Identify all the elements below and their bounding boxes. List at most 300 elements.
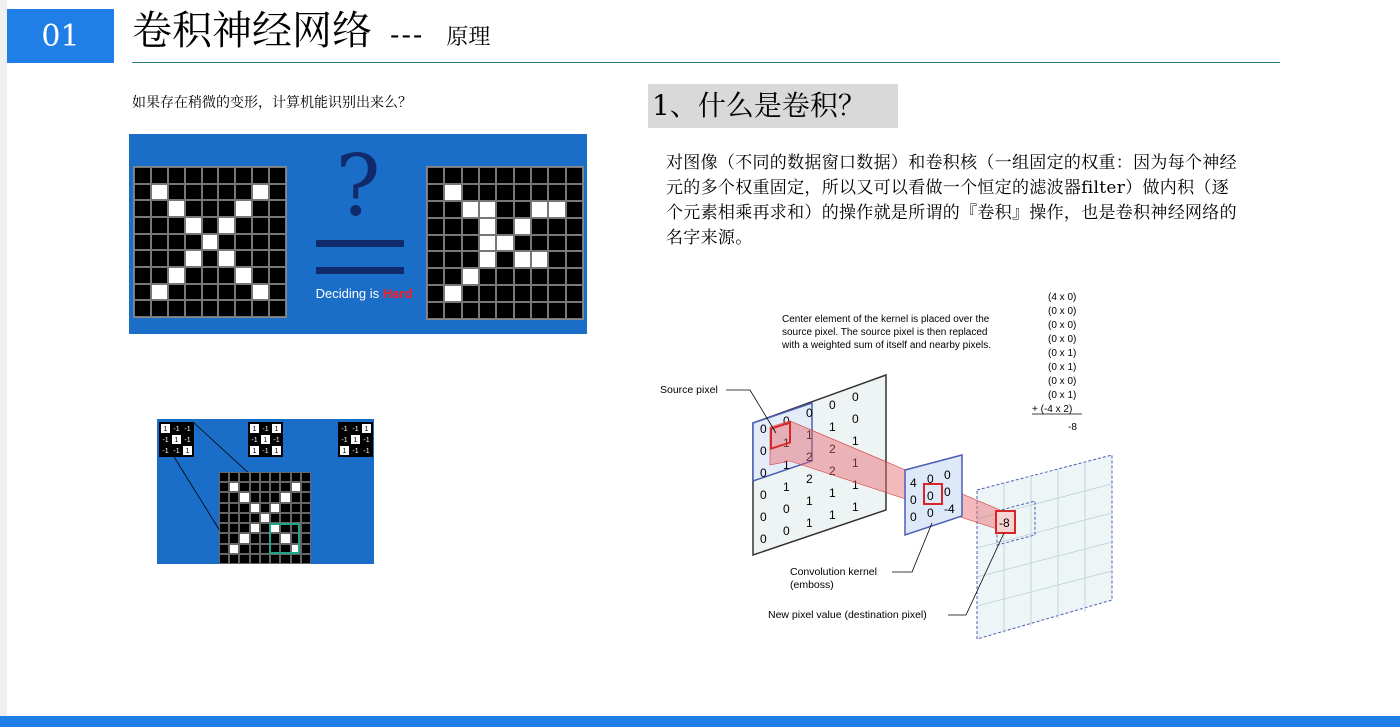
pixel-cell [269,200,286,217]
source-value: 1 [783,458,790,472]
pixel-cell [514,218,531,235]
pixel-cell [185,300,202,317]
pixel-cell [444,218,461,235]
highlight-box [269,523,300,554]
pixel-cell [168,300,185,317]
pixel-cell [301,554,311,564]
pixel-cell [134,250,151,267]
kernel-cell: 1 [171,434,182,445]
pixel-cell [219,472,229,482]
pixel-cell [531,251,548,268]
source-value: 0 [760,488,767,502]
pixel-cell [280,554,290,564]
pixel-cell [548,167,565,184]
pixel-cell [496,251,513,268]
pixel-cell [252,200,269,217]
source-value: 0 [783,524,790,538]
kernel-label-2: (emboss) [790,579,834,591]
kernel-cell: -1 [249,434,260,445]
pixel-cell [229,503,239,513]
pixel-cell [151,217,168,234]
pixel-cell [427,184,444,201]
product-result: -8 [1068,422,1077,433]
pixel-cell [151,267,168,284]
pixel-cell [291,554,301,564]
pixel-cell [301,523,311,533]
pixel-cell [229,492,239,502]
source-value: 1 [806,494,813,508]
pixel-cell [151,184,168,201]
pixel-cell [218,267,235,284]
pixel-cell [462,285,479,302]
pixel-cell [252,267,269,284]
pixel-cell [566,201,583,218]
pixel-cell [531,218,548,235]
pixel-cell [260,472,270,482]
pixel-cell [260,492,270,502]
kernel-cell: -1 [339,423,350,434]
pixel-cell [168,250,185,267]
pixel-cell [219,503,229,513]
pixel-cell [202,167,219,184]
pixel-cell [235,267,252,284]
pixel-cell [151,200,168,217]
source-value: 1 [806,428,813,442]
product-term: (0 x 1) [1048,390,1077,401]
pixel-cell [462,235,479,252]
pixel-cell [301,533,311,543]
pixel-cell [462,251,479,268]
kernel-label: Convolution kernel [790,566,877,578]
pixel-cell [168,217,185,234]
product-term: (0 x 0) [1048,334,1077,345]
pixel-cell [202,267,219,284]
pixel-cell [291,503,301,513]
kernel-cell: -1 [182,423,193,434]
pixel-cell [168,167,185,184]
pixel-cell [250,513,260,523]
pixel-cell [134,200,151,217]
output-pixel-value: -8 [999,516,1010,530]
pixel-cell [566,218,583,235]
pixel-cell [151,300,168,317]
pixel-cell [218,250,235,267]
pixel-cell [280,492,290,502]
pixel-cell [462,302,479,319]
source-value: 1 [829,508,836,522]
source-value: 0 [806,406,813,420]
kernel-cell: -1 [171,423,182,434]
pixel-cell [496,184,513,201]
pixel-cell [151,284,168,301]
pixel-cell [252,184,269,201]
pixel-cell [479,201,496,218]
product-term: + (-4 x 2) [1032,404,1073,415]
kernel-cell: -1 [260,423,271,434]
pixel-cell [270,513,280,523]
kernel-cell: 1 [271,445,282,456]
pixel-cell [269,284,286,301]
source-value: 1 [783,480,790,494]
kernel-cell: -1 [350,445,361,456]
product-term: (0 x 1) [1048,362,1077,373]
pixel-cell [168,234,185,251]
pixel-cell [252,234,269,251]
source-value: 0 [760,444,767,458]
pixel-cell [235,167,252,184]
kernel-value: -4 [944,502,955,516]
pixel-cell [252,284,269,301]
question-mark-icon: ? [335,137,381,235]
pixel-cell [185,284,202,301]
pixel-cell [479,285,496,302]
pixel-cell [219,492,229,502]
pixel-cell [168,284,185,301]
pixel-cell [218,167,235,184]
pixel-cell [229,482,239,492]
pixel-cell [219,513,229,523]
product-term: (0 x 1) [1048,348,1077,359]
pixel-cell [291,492,301,502]
products-column [1032,292,1076,415]
pixel-cell [301,513,311,523]
pixel-cell [479,268,496,285]
pixel-cell [151,167,168,184]
source-value: 1 [852,500,859,514]
pixel-cell [252,300,269,317]
source-value: 0 [760,422,767,436]
deciding-label [299,286,429,301]
equals-bar-top [316,240,404,247]
pixel-cell [168,267,185,284]
pixel-cell [514,167,531,184]
pixel-cell [548,201,565,218]
pixel-cell [270,503,280,513]
pixel-cell [219,482,229,492]
pixel-cell [444,251,461,268]
pixel-cell [566,235,583,252]
pixel-cell [229,472,239,482]
pixel-cell [235,184,252,201]
kernel-cell: -1 [171,445,182,456]
pixel-cell [280,482,290,492]
pixel-cell [219,554,229,564]
x-pattern-grid [133,166,287,318]
pixel-cell [229,523,239,533]
pixel-cell [134,267,151,284]
kernel-cell: -1 [361,445,372,456]
pixel-cell [168,200,185,217]
pixel-cell [235,300,252,317]
pixel-cell [218,200,235,217]
source-value: 0 [783,502,790,516]
pixel-cell [531,235,548,252]
source-value: 2 [829,464,836,478]
pixel-cell [229,554,239,564]
source-value: 1 [806,516,813,530]
pixel-cell [269,250,286,267]
source-value: 1 [783,436,790,450]
kernel-cell: -1 [361,434,372,445]
pixel-cell [548,235,565,252]
pixel-cell [235,250,252,267]
pixel-cell [462,268,479,285]
kernel-cell: 1 [260,434,271,445]
pixel-cell [496,285,513,302]
deciding-hard: Hard [382,286,413,301]
kernel-value: 0 [910,493,917,507]
pixel-cell [260,482,270,492]
pixel-cell [235,234,252,251]
pixel-cell [479,302,496,319]
new-pixel-label: New pixel value (destination pixel) [768,609,927,621]
pixel-cell [462,167,479,184]
pixel-cell [479,235,496,252]
kernel-cell: 1 [271,423,282,434]
kernel-value: 0 [927,489,934,503]
pixel-cell [218,184,235,201]
pixel-cell [427,235,444,252]
pixel-cell [496,302,513,319]
pixel-cell [270,492,280,502]
source-value: 2 [829,442,836,456]
kernel-cell: -1 [350,423,361,434]
pixel-cell [301,503,311,513]
pixel-cell [260,503,270,513]
product-term: (4 x 0) [1048,292,1077,303]
pixel-cell [566,268,583,285]
pixel-cell [496,167,513,184]
pixel-cell [496,201,513,218]
pixel-cell [479,251,496,268]
title-main: 卷积神经网络 [132,8,372,54]
product-term: (0 x 0) [1048,376,1077,387]
pixel-cell [202,184,219,201]
pixel-cell [531,268,548,285]
pixel-cell [250,492,260,502]
caption-line-1: Center element of the kernel is placed over the [782,314,990,325]
para-line-3: 个元素相乘再求和）的操作就是所谓的『卷积』操作，也是卷积神经网络的 [666,203,1237,223]
pixel-cell [566,167,583,184]
source-value: 1 [852,456,859,470]
left-edge [0,0,7,727]
convolution-diagram [650,285,1130,645]
pixel-cell [239,554,249,564]
pixel-cell [134,167,151,184]
source-value: 2 [806,450,813,464]
pixel-cell [185,217,202,234]
pixel-cell [514,251,531,268]
kernel-cell: 1 [160,423,171,434]
title-subtitle: 原理 [446,25,491,50]
product-term: (0 x 0) [1048,320,1077,331]
pixel-cell [531,184,548,201]
pixel-cell [235,217,252,234]
pixel-cell [250,544,260,554]
pixel-cell [548,251,565,268]
section-heading: 1、什么是卷积？ [648,84,898,128]
pixel-cell [566,285,583,302]
pixel-cell [269,167,286,184]
pixel-cell [269,300,286,317]
pixel-cell [229,544,239,554]
pixel-cell [168,184,185,201]
source-value: 0 [760,532,767,546]
kernel-cell: 1 [350,434,361,445]
pixel-cell [531,167,548,184]
pixel-cell [229,533,239,543]
pixel-cell [239,523,249,533]
kernel-value: 0 [944,468,951,482]
pixel-cell [250,554,260,564]
deciding-text: Deciding is [315,286,383,301]
pixel-cell [229,513,239,523]
pixel-cell [462,184,479,201]
source-value: 1 [829,420,836,434]
pixel-cell [280,513,290,523]
pixel-cell [239,513,249,523]
pixel-cell [514,201,531,218]
pixel-cell [301,482,311,492]
pixel-cell [219,533,229,543]
pixel-cell [548,184,565,201]
pixel-cell [496,268,513,285]
kernel-cell: -1 [182,434,193,445]
pixel-cell [185,167,202,184]
pixel-cell [218,284,235,301]
pixel-cell [202,250,219,267]
source-value: 0 [852,412,859,426]
pixel-cell [252,250,269,267]
pixel-cell [185,250,202,267]
pixel-cell [427,218,444,235]
caption-line-2: source pixel. The source pixel is then replaced [782,327,988,338]
kernel-value: 4 [910,476,917,490]
pixel-cell [291,472,301,482]
para-line-1: 对图像（不同的数据窗口数据）和卷积核（一组固定的权重：因为每个神经 [666,153,1237,173]
pixel-cell [185,234,202,251]
kernel-cell: -1 [271,434,282,445]
pixel-cell [479,218,496,235]
pixel-cell [185,200,202,217]
pixel-cell [151,250,168,267]
kernel-value: 0 [927,506,934,520]
pixel-cell [427,302,444,319]
pixel-cell [566,184,583,201]
pixel-cell [202,284,219,301]
bottom-bar [0,716,1400,727]
pixel-cell [444,285,461,302]
pixel-cell [250,472,260,482]
kernel-cell: 1 [249,423,260,434]
para-line-4: 名字来源。 [666,228,753,248]
pixel-cell [566,302,583,319]
pixel-cell [291,513,301,523]
source-value: 0 [760,466,767,480]
pixel-cell [270,482,280,492]
pixel-cell [250,503,260,513]
pixel-cell [134,234,151,251]
kernel-cell: -1 [339,434,350,445]
source-pixel-label: Source pixel [660,384,718,396]
pixel-cell [239,503,249,513]
pixel-cell [235,200,252,217]
pixel-cell [185,267,202,284]
pixel-cell [250,533,260,543]
pixel-cell [479,184,496,201]
pixel-cell [291,482,301,492]
pixel-cell [260,554,270,564]
pixel-cell [134,184,151,201]
pixel-cell [218,234,235,251]
pixel-cell [427,167,444,184]
pixel-cell [250,523,260,533]
pixel-cell [134,300,151,317]
pixel-cell [202,200,219,217]
kernel-value: 0 [927,472,934,486]
pixel-cell [444,201,461,218]
pixel-cell [444,268,461,285]
kernel-cell: 1 [339,445,350,456]
kernel-cell: 1 [249,445,260,456]
pixel-cell [427,268,444,285]
pixel-cell [134,284,151,301]
pixel-cell [496,218,513,235]
pixel-cell [239,533,249,543]
kernel-cell: 1 [182,445,193,456]
pixel-cell [496,235,513,252]
equals-bar-bottom [316,267,404,274]
source-value: 1 [852,434,859,448]
pixel-cell [531,201,548,218]
pixel-cell [444,302,461,319]
pixel-cell [444,167,461,184]
pixel-cell [462,218,479,235]
para-line-2: 元的多个权重固定，所以又可以看做一个恒定的滤波器filter）做内积（逐 [666,178,1229,198]
title-dashes: --- [390,18,425,51]
pixel-cell [280,472,290,482]
kernel-cell: -1 [260,445,271,456]
pixel-cell [202,300,219,317]
question-text: 如果存在稍微的变形，计算机能识别出来么？ [132,95,412,111]
pixel-cell [479,167,496,184]
pixel-cell [427,285,444,302]
pixel-cell [239,482,249,492]
pixel-cell [239,544,249,554]
pixel-cell [427,251,444,268]
pixel-cell [548,218,565,235]
pixel-cell [202,234,219,251]
pixel-cell [218,217,235,234]
pixel-cell [514,268,531,285]
pixel-cell [260,513,270,523]
pixel-cell [218,300,235,317]
pixel-cell [269,217,286,234]
pixel-cell [269,184,286,201]
title-underline [132,62,1280,63]
pixel-cell [185,184,202,201]
source-value: 0 [852,390,859,404]
pixel-cell [270,554,280,564]
pixel-cell [444,184,461,201]
source-value: 0 [829,398,836,412]
pixel-cell [444,235,461,252]
pixel-cell [514,285,531,302]
pixel-cell [239,492,249,502]
caption-line-3: with a weighted sum of itself and nearby pixels. [782,340,991,351]
pixel-cell [301,472,311,482]
distorted-x-grid [426,166,584,320]
